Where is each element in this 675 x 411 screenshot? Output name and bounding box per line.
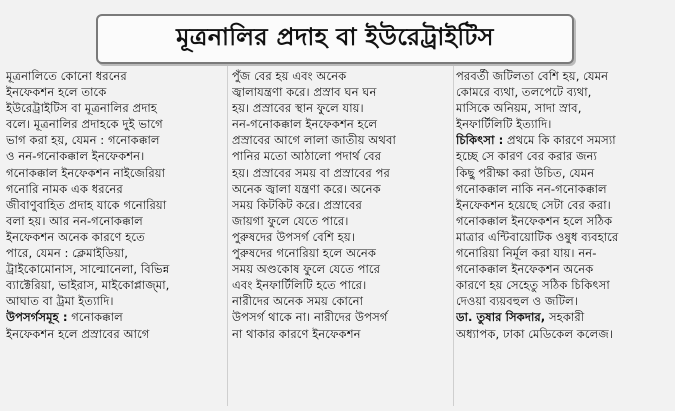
line-text: গনোকক্কাল নাকি নন-গনোকক্কাল (456, 181, 607, 196)
line-text: প্রথমে কি কারণে সমস্যা (503, 133, 616, 148)
text-line (6, 293, 224, 309)
text-line (456, 165, 672, 181)
text-line (456, 116, 672, 132)
text-line (456, 277, 672, 293)
line-text: নন-গনোকক্কাল ইনফেকশন হলে (232, 117, 378, 132)
text-line (6, 197, 224, 213)
text-line (232, 68, 452, 84)
line-text: ইনফেকশন অনেক কারণে হতে (6, 229, 145, 244)
line-text: গনোকক্কাল ইনফেকশন নাইজেরিয়া (6, 165, 166, 180)
headline-box (96, 14, 574, 64)
text-line (232, 100, 452, 116)
text-line (6, 213, 224, 229)
line-text: উপসর্গ থাকে না। নারীদের উপসর্গ (232, 310, 388, 325)
text-line (232, 309, 452, 325)
text-line (456, 261, 672, 277)
text-line (456, 229, 672, 245)
text-line (6, 132, 224, 148)
text-line (6, 261, 224, 277)
line-text: মাসিকে অনিয়ম, সাদা স্রাব, (456, 101, 582, 116)
text-line (232, 165, 452, 181)
line-text: গনোকক্কাল (67, 310, 123, 325)
text-line (6, 245, 224, 261)
line-text: ভাগ করা হয়, যেমন : গনোকক্কাল (6, 133, 160, 148)
text-line (232, 229, 452, 245)
line-text: কিছু পরীক্ষা করা উচিত, যেমন (456, 165, 595, 180)
text-line (232, 293, 452, 309)
line-text: মূত্রনালিতে কোনো ধরনের (6, 69, 127, 83)
text-line (6, 326, 224, 342)
text-line (232, 116, 452, 132)
line-text: কারণে হয় সেহেতু সঠিক চিকিৎসা (456, 278, 610, 293)
text-line (6, 181, 224, 197)
text-line (232, 261, 452, 277)
line-text: ট্রাইকোমোনাস, সাল্মোনেলা, বিভিন্ন (6, 262, 170, 277)
text-line (232, 181, 452, 197)
subheading: ডা. তুষার সিকদার, (456, 310, 546, 325)
line-text: গনোকক্কাল ইনফেকশন হলে সঠিক (456, 213, 613, 228)
article-column-1 (6, 68, 224, 406)
article-column-3 (456, 68, 672, 406)
article-column-2 (232, 68, 452, 406)
line-text: দেওয়া ব্যয়বহুল ও জটিল। (456, 294, 579, 309)
line-text: হয়। প্রস্রাবের সময় বা প্রস্রাবের পর (232, 165, 390, 180)
line-text: পরবর্তী জটিলতা বেশি হয়, যেমন (456, 69, 609, 83)
subheading: চিকিৎসা : (456, 133, 504, 148)
text-line (6, 116, 224, 132)
text-line (232, 132, 452, 148)
line-text: নারীদের অনেক সময় কোনো (232, 294, 363, 309)
line-text: পুরুষদের গনোরিয়া হলে অনেক (232, 246, 377, 261)
line-text: জীবাণুবাহিত প্রদাহ যাকে গনোরিয়া (6, 197, 167, 212)
line-text: এবং ইনফার্টিলিটি হতে পারে। (232, 278, 367, 293)
text-line (456, 148, 672, 164)
line-text: সহকারী (545, 310, 585, 325)
text-line (6, 84, 224, 100)
text-line (456, 100, 672, 116)
text-line (6, 309, 224, 325)
text-line (456, 293, 672, 309)
line-text: না থাকার কারণে ইনফেকশন (232, 326, 361, 341)
text-line (456, 84, 672, 100)
line-text: গনোরিয়া নির্মূল করা যায়। নন- (456, 246, 597, 261)
line-text: ও নন-গনোকক্কাল ইনফেকশন। (6, 149, 145, 164)
text-line (6, 165, 224, 181)
text-line (456, 132, 672, 148)
line-text: ইনফেকশন হলে তাকে (6, 85, 107, 100)
text-line (456, 245, 672, 261)
line-text: ব্যাক্টেরিয়া, ভাইরাস, মাইকোপ্লাজ্মা, (6, 278, 170, 293)
line-text: বলে। মূত্রনালির প্রদাহকে দুই ভাগে (6, 117, 163, 132)
line-text: ইনফেকশন হলে প্রস্রাবের আগে (6, 326, 150, 341)
line-text: হচ্ছে সে কারণ বের করার জন্য (456, 149, 597, 164)
line-text: সময় কিটকিট করে। প্রস্রাবের (232, 197, 362, 212)
line-text: পুরুষদের উপসর্গ বেশি হয়। (232, 229, 355, 244)
text-line (6, 148, 224, 164)
line-text: কোমরে ব্যথা, তলপেটে ব্যথা, (456, 85, 592, 100)
text-line (232, 148, 452, 164)
line-text: অধ্যাপক, ঢাকা মেডিকেল কলেজ। (456, 326, 613, 341)
text-line (232, 84, 452, 100)
text-line (456, 68, 672, 84)
line-text: গনোকক্কাল ইনফেকশন অনেক (456, 262, 594, 277)
line-text: সময় অণ্ডকোষ ফুলে যেতে পারে (232, 262, 381, 277)
line-text: পুঁজ বের হয় এবং অনেক (232, 69, 347, 83)
line-text: বলা হয়। আর নন-গনোকক্কাল (6, 213, 143, 228)
text-line (456, 326, 672, 342)
line-text: প্রস্রাবের আগে লালা জাতীয় অথবা (232, 133, 396, 148)
text-line (232, 326, 452, 342)
line-text: হয়। প্রস্রাবের স্থান ফুলে যায়। (232, 101, 364, 116)
text-line (6, 229, 224, 245)
column-divider (227, 66, 228, 406)
column-divider (453, 66, 454, 406)
line-text: গনোরি নামক এক ধরনের (6, 181, 123, 196)
line-text: পানির মতো আঠালো পদার্থ বের (232, 149, 382, 164)
text-line (456, 181, 672, 197)
headline: মূত্রনালির প্রদাহ বা ইউরেট্রাইটিস (176, 23, 494, 51)
text-line (456, 309, 672, 325)
text-line (232, 245, 452, 261)
text-line (456, 197, 672, 213)
line-text: পারে, যেমন : ক্লেমাইডিয়া, (6, 246, 128, 261)
line-text: ইনফেকশন হয়েছে সেটা বের করা। (456, 197, 611, 212)
text-line (232, 277, 452, 293)
subheading: উপসর্গসমূহ : (6, 310, 68, 325)
text-line (232, 213, 452, 229)
text-line (456, 213, 672, 229)
line-text: জ্বালাযন্ত্রণা করে। প্রস্রাব ঘন ঘন (232, 85, 377, 100)
text-line (232, 197, 452, 213)
line-text: অনেক জ্বালা যন্ত্রণা করে। অনেক (232, 181, 381, 196)
text-line (6, 277, 224, 293)
line-text: ইনফার্টিলিটি ইত্যাদি। (456, 117, 552, 132)
line-text: ইউরেট্রাইটিস বা মূত্রনালির প্রদাহ (6, 101, 157, 116)
line-text: জায়গা ফুলে যেতে পারে। (232, 213, 349, 228)
line-text: আঘাত বা ট্রমা ইত্যাদি। (6, 294, 114, 309)
text-line (6, 68, 224, 84)
text-line (6, 100, 224, 116)
line-text: মাত্রার এন্টিবায়োটিক ওষুধ ব্যবহারে (456, 229, 619, 244)
